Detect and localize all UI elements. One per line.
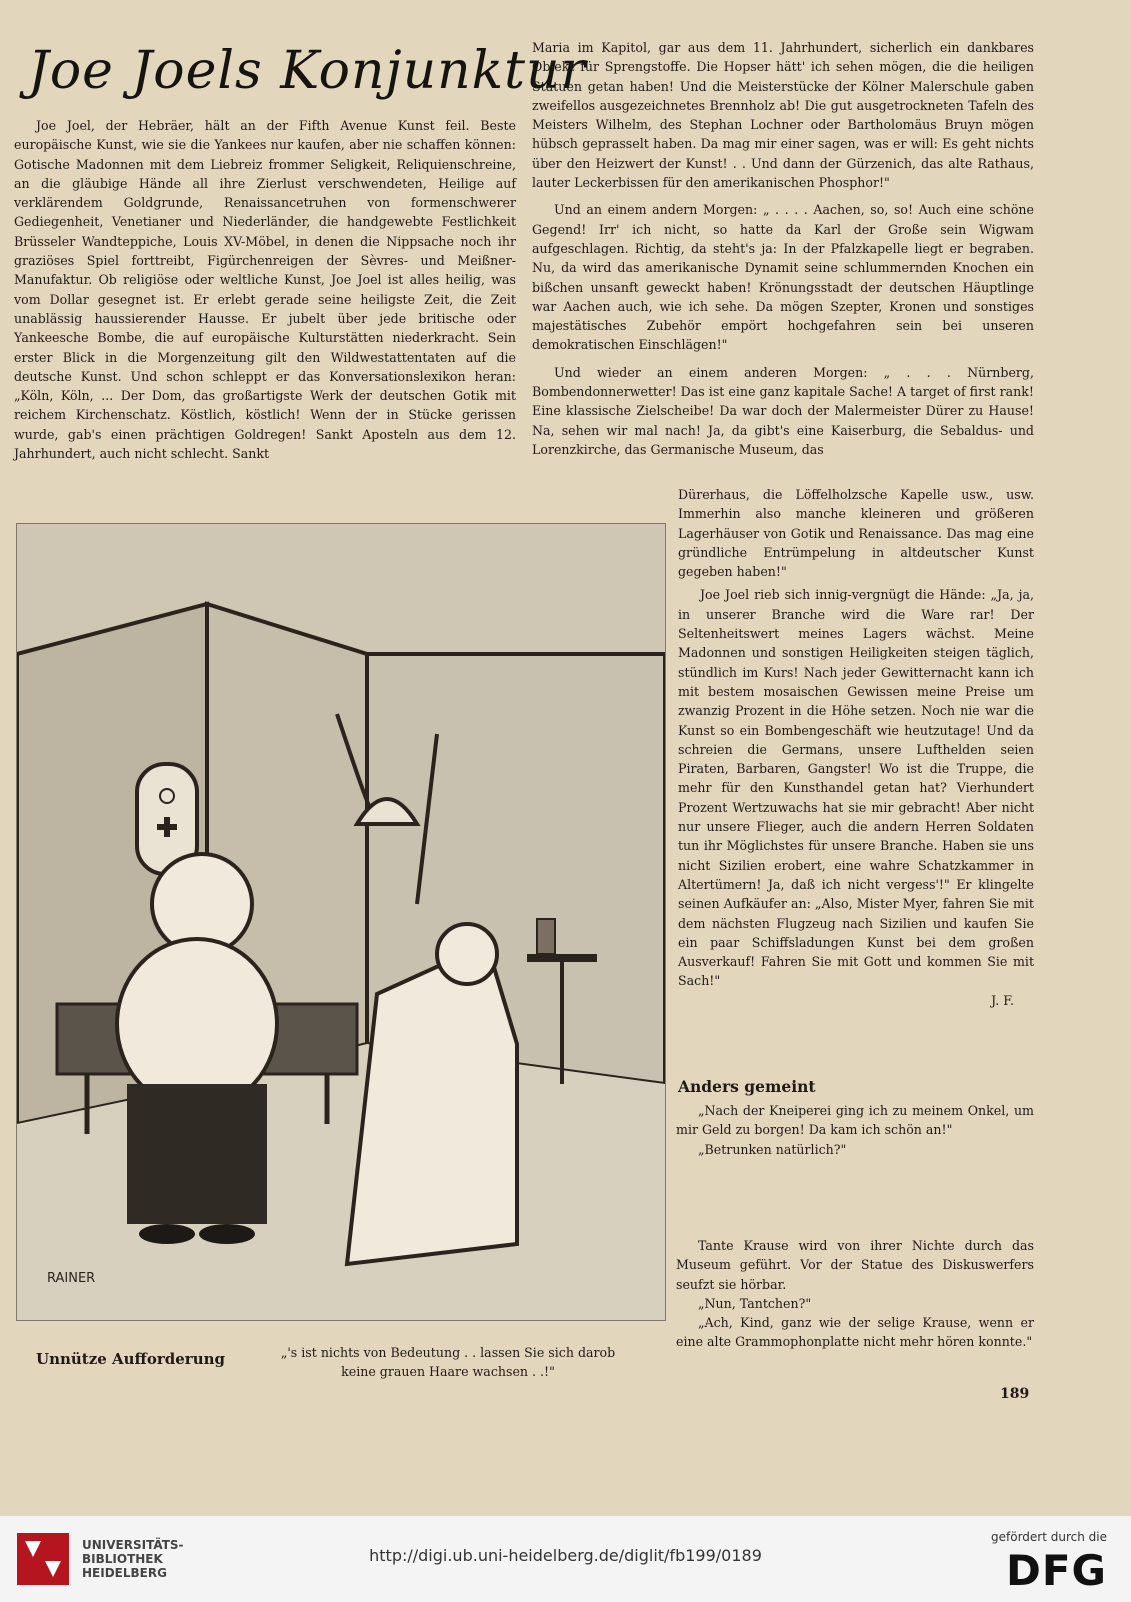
- library-name: UNIVERSITÄTS- BIBLIOTHEK HEIDELBERG: [82, 1538, 184, 1580]
- article-paragraph: Joe Joel rieb sich innig-vergnügt die Hände: „Ja, ja, in unserer Branche wird die Ware rar! Der Seltenheitswert meines Lagers wächst. Meine Madonnen und sonstigen Heiligkeiten steigen täglich, stündlich im Kurs! Nach jeder Gewitternacht kann ich mit bestem mosaischen Gewissen meine Preise um zwanzig Prozent in die Höhe setzen. Noch nie war die Kunst so ein Bombengeschäft wie heutzutage! Und da schreien die Germans, unsere Lufthelden seien Piraten, Barbaren, Gangster! Wo ist die Truppe, die mehr für den Kunsthandel getan hat? Vierhundert Prozent Wertzuwachs hat sie mir gebracht! Aber nicht nur unsere Flieger, auch die andern Herren Soldaten tun ihr Möglichstes für unsere Branche. Haben sie uns nicht Sizilien erobert, eine wahre Schatzkammer in Altertümern! Ja, daß ich nicht vergess'!" Er klingelte seinen Aufkäufer an: „Also, Mister Myer, fahren Sie mit dem nächsten Flugzeug nach Sizilien und kaufen Sie ein paar Schiffsladungen Kunst bei dem großen Ausverkauf! Fahren Sie mit Gott und kommen Sie mit Sach!": [678, 587, 1034, 989]
- cartoon-illustration: [16, 523, 666, 1321]
- article-paragraph: Und an einem andern Morgen: „ . . . . Aachen, so, so! Auch eine schöne Gegend! Irr' ich nicht, so hatte da Karl der Große sein Wigwam aufgeschlagen. Richtig, da steht's ja: In der Pfalzkapelle liegt er begraben. Nu, da wird das amerikanische Dynamit seine schlummernden Knochen ein bißchen unsanft geweckt haben! Krönungsstadt der deutschen Häuptlinge war Aachen auch, wie ich sehe. Da mögen Szepter, Kronen und sonstiges majestätisches Zubehör empört hochgefahren sein bei unseren demokratischen Einschlägen!": [532, 202, 1034, 353]
- anders-paragraph: „Betrunken natürlich?": [698, 1141, 847, 1157]
- footer-bar: [0, 1516, 1131, 1602]
- article-column-2: [532, 38, 1034, 459]
- cartoon-signature: RAINER: [47, 1271, 96, 1286]
- anders-paragraph: „Nach der Kneiperei ging ich zu meinem Onkel, um mir Geld zu borgen! Da kam ich schön an!": [676, 1103, 1034, 1138]
- tante-paragraph: Tante Krause wird von ihrer Nichte durch das Museum geführt. Vor der Statue des Diskuswerfers seufzt sie hörbar.: [676, 1238, 1034, 1292]
- article-signature: J. F.: [991, 992, 1014, 1008]
- page-number: 189: [1000, 1386, 1030, 1402]
- funded-by-label: gefördert durch die: [991, 1530, 1107, 1544]
- article-column-1: [14, 116, 516, 463]
- tante-column: [676, 1236, 1034, 1352]
- cartoon-drawing: [17, 524, 665, 1320]
- cartoon-caption-text: „'s ist nichts von Bedeutung . . lassen Sie sich darob keine grauen Haare wachsen . .!": [280, 1345, 616, 1379]
- article-paragraph: Joe Joel, der Hebräer, hält an der Fifth Avenue Kunst feil. Beste europäische Kunst, wie sie die Yankees nur kaufen, aber nie schaffen können: Gotische Madonnen mit dem Liebreiz frommer Seligkeit, Reliquienschreine, an die gläubige Hände all ihre Zierlust verschwendeten, Heilige auf verklärendem Goldgrunde, Renaissancetruhen von formenschwerer Gediegenheit, Venetianer und Niederländer, die handgewebte Festlichkeit Brüsseler Wandteppiche, Louis XV-Möbel, in denen die Nippsache noch ihr graziöses Spiel forttreibt, Figürchenreigen der Sèvres- und Meißner-Manufaktur. Ob religiöse oder weltliche Kunst, Joe Joel ist alles heilig, was vom Dollar gesegnet ist. Er erlebt gerade seine heiligste Zeit, die Zeit unablässig haussierender Hausse. Er jubelt über jede britische oder Yankeesche Bombe, die auf europäische Kulturstätten niederkracht. Sein erster Blick in die Morgenzeitung gilt den Wildwestattentaten auf die deutsche Kunst. Und schon schleppt er das Konversationslexikon heran: „Köln, Köln, ... Der Dom, das großartigste Werk der deutschen Gotik mit reichem Kirchenschatz. Köstlich, köstlich! Wenn der in Stücke gerissen wurde, gab's einen prächtigen Goldregen! Sankt Aposteln aus dem 12. Jahrhundert, auch nicht schlecht. Sankt: [14, 118, 516, 462]
- tante-paragraph: „Nun, Tantchen?": [698, 1295, 812, 1311]
- dfg-logo: DFG: [1005, 1546, 1107, 1595]
- article-paragraph: Maria im Kapitol, gar aus dem 11. Jahrhundert, sicherlich ein dankbares Objekt für Sprengstoffe. Die Hopser hätt' ich sehen mögen, die die heiligen Statuen getan haben! Und die Meisterstücke der Kölner Malerschule gaben zweifellos ausgezeichnetes Brennholz ab! Die gut ausgetrockneten Tafeln des Meisters Wilhelm, des Stephan Lochner oder Bartholomäus Bruyn mögen hübsch geprasselt haben. Da mag mir einer sagen, was er will: Es geht nichts über den Heizwert der Kunst! . . Und dann der Gürzenich, das alte Rathaus, lauter Leckerbissen für den amerikanischen Phosphor!": [532, 40, 1034, 191]
- anders-heading: Anders gemeint: [678, 1077, 816, 1096]
- article-column-3: [678, 485, 1034, 1010]
- article-paragraph: Und wieder an einem anderen Morgen: „ . . . Nürnberg, Bombendonnerwetter! Das ist eine ganz kapitale Sache! A target of first rank! Eine klassische Zielscheibe! Da war doch der Malermeister Dürer zu Hause! Na, sehen wir mal nach! Ja, da gibt's eine Kaiserburg, die Sebaldus- und Lorenzkirche, das Germanische Museum, das: [532, 364, 1034, 457]
- cartoon-caption-title: Unnütze Aufforderung: [36, 1350, 226, 1368]
- source-url[interactable]: http://digi.ub.uni-heidelberg.de/diglit/fb199/0189: [369, 1546, 762, 1565]
- tante-paragraph: „Ach, Kind, ganz wie der selige Krause, wenn er eine alte Grammophonplatte nicht mehr hören konnte.": [676, 1315, 1034, 1350]
- article-paragraph: Dürerhaus, die Löffelholzsche Kapelle usw., usw. Immerhin also manche kleineren und größeren Lagerhäuser von Gotik und Renaissance. Das mag eine gründliche Entrümpelung in altdeutscher Kunst gegeben haben!": [678, 487, 1034, 580]
- article-title: Joe Joels Konjunktur: [28, 41, 587, 101]
- anders-column: [676, 1101, 1034, 1159]
